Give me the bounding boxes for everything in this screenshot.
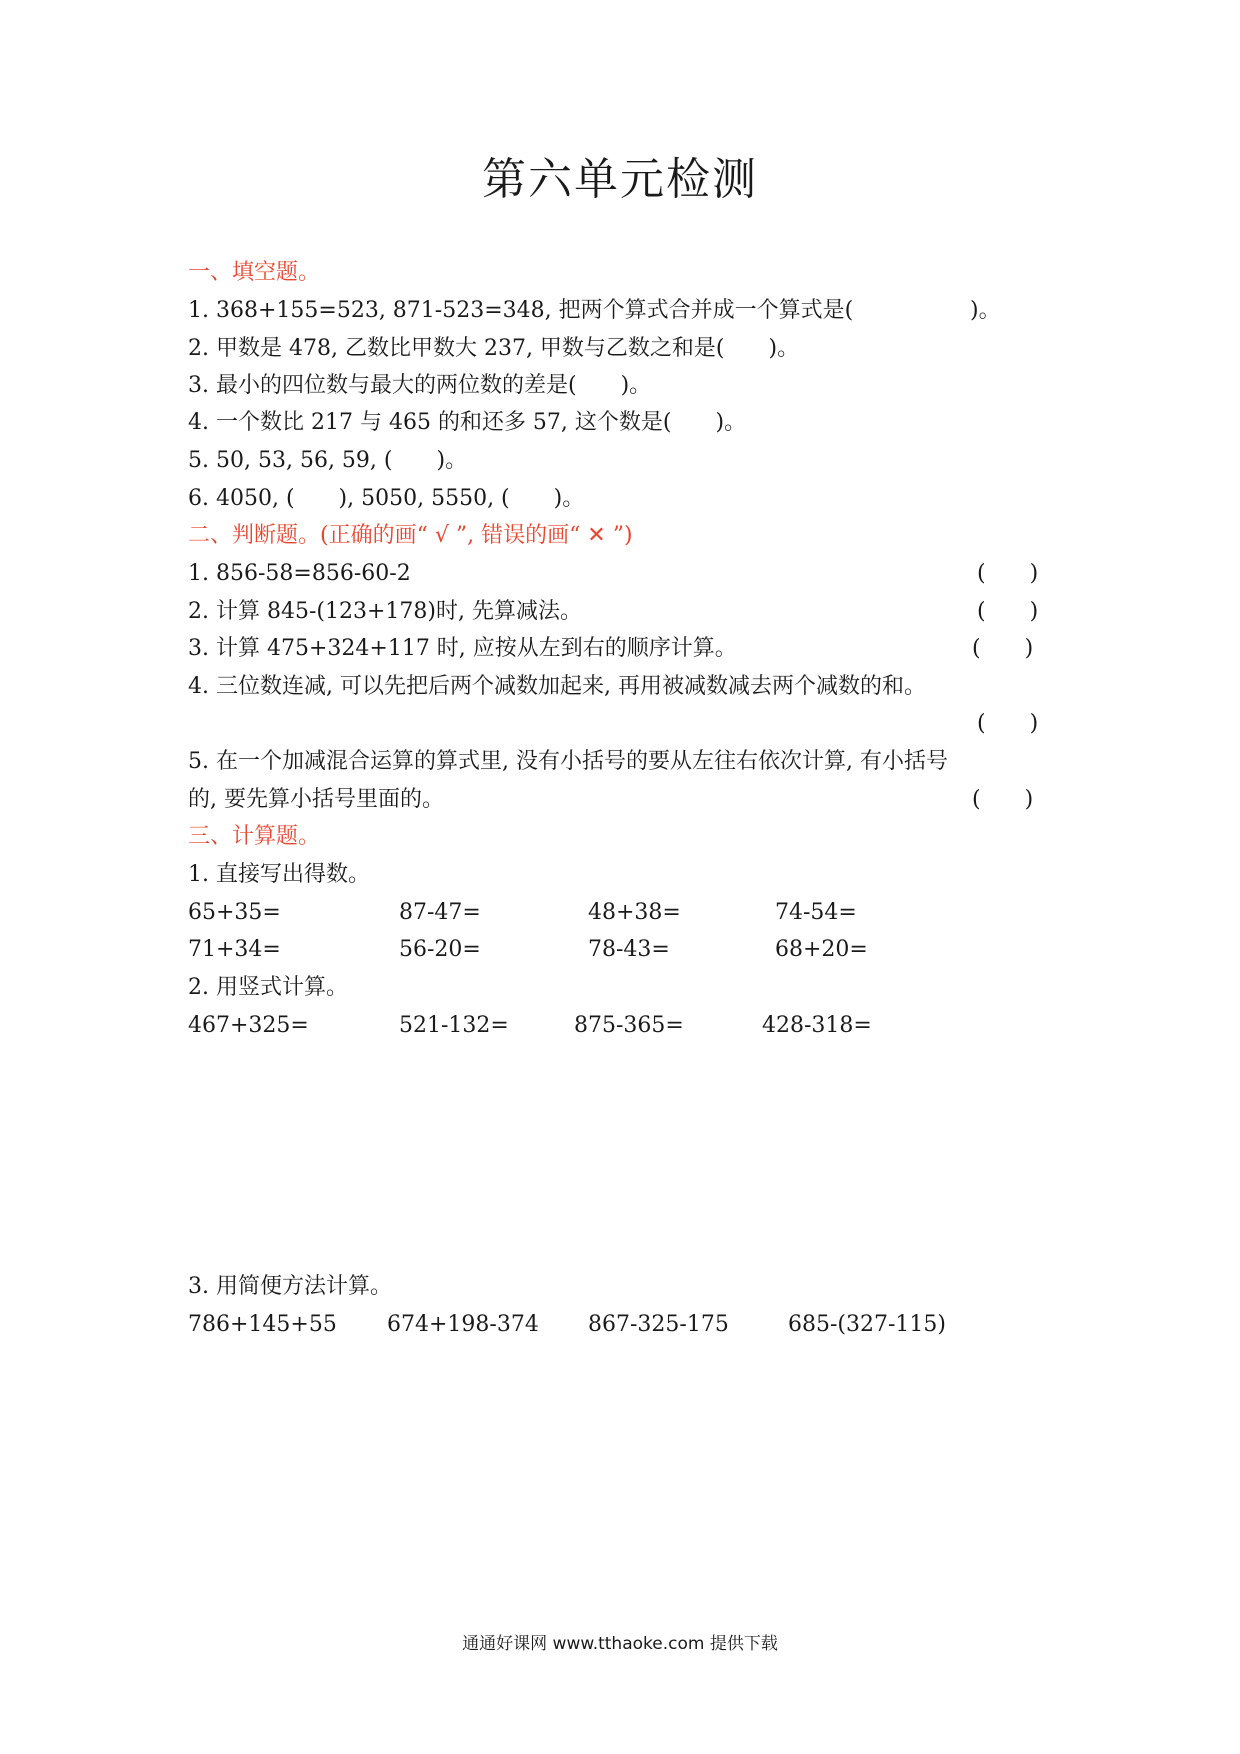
section-heading-true-false: 二、判断题。(正确的画“ √ ”, 错误的画“ ✕ ”) — [188, 523, 633, 548]
fill-blank-item-6: 6. 4050, ( ), 5050, 5550, ( )。 — [188, 486, 585, 511]
judge-answer-2: ( ) — [977, 599, 1039, 624]
fill-blank-item-1-close: )。 — [970, 298, 1001, 323]
judge-item-1: 1. 856-58=856-60-2 — [188, 561, 411, 586]
oral-calc-problem: 71+34= — [188, 937, 281, 962]
judge-answer-3: ( ) — [972, 636, 1034, 661]
oral-calc-problem: 87-47= — [399, 900, 481, 925]
judge-item-5-line2: 的, 要先算小括号里面的。 — [188, 787, 444, 812]
simplified-calc-problem: 674+198-374 — [387, 1312, 539, 1337]
judge-answer-5: ( ) — [972, 787, 1034, 812]
footer-source: 通通好课网 www.tthaoke.com 提供下载 — [462, 1634, 778, 1654]
fill-blank-item-1: 1. 368+155=523, 871-523=348, 把两个算式合并成一个算式是( — [188, 298, 854, 323]
oral-calc-problem: 78-43= — [588, 937, 670, 962]
judge-answer-1: ( ) — [977, 561, 1039, 586]
vertical-calc-problem: 875-365= — [574, 1013, 684, 1038]
judge-item-5-line1: 5. 在一个加减混合运算的算式里, 没有小括号的要从左往右依次计算, 有小括号 — [188, 749, 948, 774]
simplified-calc-problem: 786+145+55 — [188, 1312, 337, 1337]
judge-item-2: 2. 计算 845-(123+178)时, 先算减法。 — [188, 599, 582, 624]
vertical-calc-problem: 428-318= — [762, 1013, 872, 1038]
judge-item-3: 3. 计算 475+324+117 时, 应按从左到右的顺序计算。 — [188, 636, 737, 661]
calc-sub2-label: 2. 用竖式计算。 — [188, 975, 348, 1000]
simplified-calc-problem: 867-325-175 — [588, 1312, 729, 1337]
fill-blank-item-2: 2. 甲数是 478, 乙数比甲数大 237, 甲数与乙数之和是( )。 — [188, 336, 800, 361]
vertical-calc-problem: 467+325= — [188, 1013, 309, 1038]
section-heading-calculation: 三、计算题。 — [188, 824, 321, 849]
simplified-calc-problem: 685-(327-115) — [788, 1312, 947, 1337]
oral-calc-problem: 56-20= — [399, 937, 481, 962]
judge-item-4: 4. 三位数连减, 可以先把后两个减数加起来, 再用被减数减去两个减数的和。 — [188, 674, 926, 699]
oral-calc-problem: 68+20= — [775, 937, 868, 962]
fill-blank-item-3: 3. 最小的四位数与最大的两位数的差是( )。 — [188, 373, 652, 398]
section-heading-fill-blank: 一、填空题。 — [188, 260, 321, 285]
fill-blank-item-4: 4. 一个数比 217 与 465 的和还多 57, 这个数是( )。 — [188, 410, 747, 435]
oral-calc-problem: 48+38= — [588, 900, 681, 925]
calc-sub1-label: 1. 直接写出得数。 — [188, 862, 370, 887]
judge-answer-4: ( ) — [977, 711, 1039, 736]
oral-calc-problem: 74-54= — [775, 900, 857, 925]
page-title: 第六单元检测 — [482, 154, 758, 205]
oral-calc-problem: 65+35= — [188, 900, 281, 925]
vertical-calc-problem: 521-132= — [399, 1013, 509, 1038]
fill-blank-item-5: 5. 50, 53, 56, 59, ( )。 — [188, 448, 468, 473]
calc-sub3-label: 3. 用简便方法计算。 — [188, 1274, 392, 1299]
